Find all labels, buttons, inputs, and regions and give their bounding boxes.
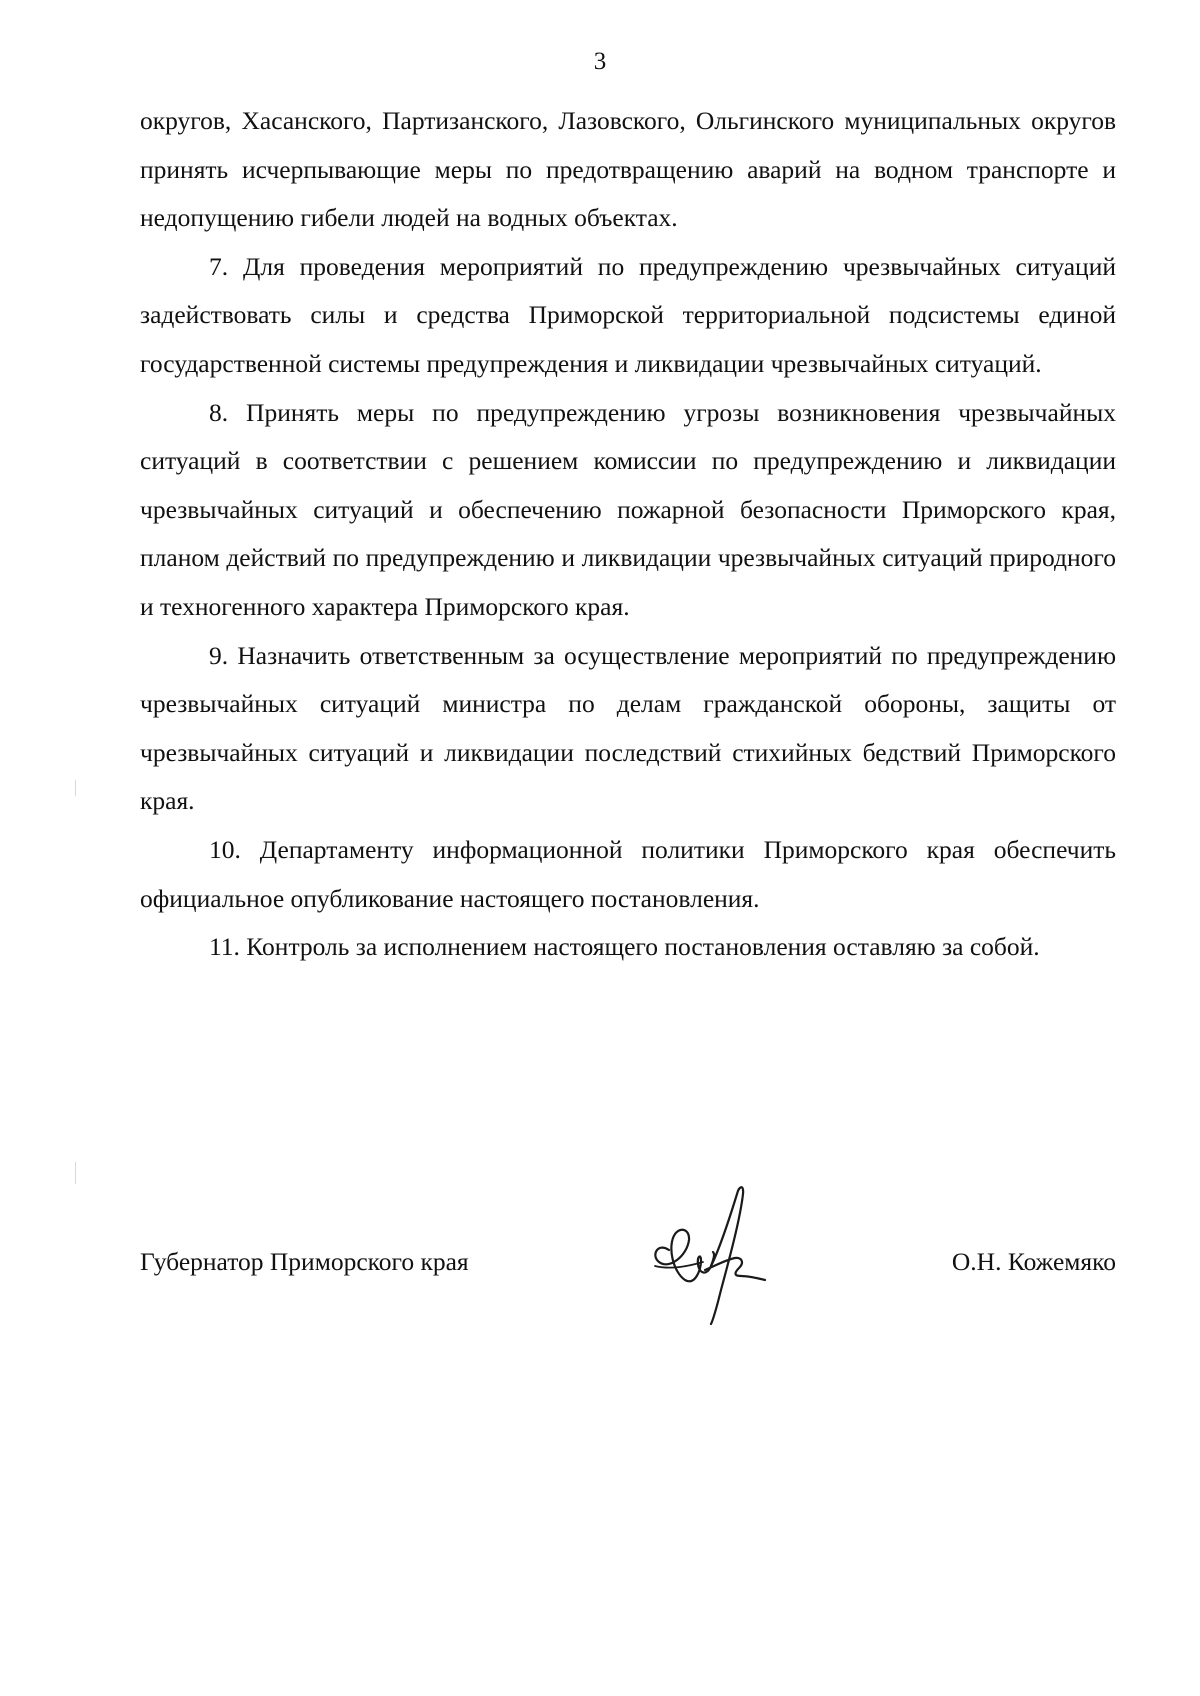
- paragraph-item-10: 10. Департаменту информационной политики Приморского края обеспечить официальное опубликование настоящего постановления.: [140, 834, 1116, 913]
- handwritten-signature: [645, 1180, 785, 1330]
- signature-block: [140, 1240, 1116, 1284]
- page-number: 3: [593, 48, 607, 75]
- scan-margin-mark: [75, 1162, 76, 1184]
- paragraph-item-11: 11. Контроль за исполнением настоящего постановления оставляю за собой.: [209, 932, 1040, 962]
- signatory-name: О.Н. Кожемяко: [951, 1247, 1116, 1276]
- scan-margin-mark: [75, 780, 76, 796]
- paragraph-item-9: 9. Назначить ответственным за осуществление мероприятий по предупреждению чрезвычайных ситуаций министра по делам гражданской обороны, защиты от чрезвычайных ситуаций и ликвидации последствий стихийных бедствий Приморского края.: [140, 640, 1116, 816]
- document-body: [140, 97, 1116, 972]
- paragraph-item-7: 7. Для проведения мероприятий по предупреждению чрезвычайных ситуаций задействовать силы и средства Приморской территориальной подсистемы единой государственной системы предупреждения и ликвидации чрезвычайных ситуаций.: [140, 251, 1116, 378]
- signatory-position: Губернатор Приморского края: [140, 1247, 469, 1276]
- paragraph-item-8: 8. Принять меры по предупреждению угрозы возникновения чрезвычайных ситуаций в соответствии с решением комиссии по предупреждению и ликвидации чрезвычайных ситуаций и обеспечению пожарной безопасности Приморского края, планом действий по предупреждению и ликвидации чрезвычайных ситуаций природного и техногенного характера Приморского края.: [140, 397, 1116, 621]
- paragraph-continuation: округов, Хасанского, Партизанского, Лазовского, Ольгинского муниципальных округов принять исчерпывающие меры по предотвращению аварий на водном транспорте и недопущению гибели людей на водных объектах.: [140, 106, 1116, 233]
